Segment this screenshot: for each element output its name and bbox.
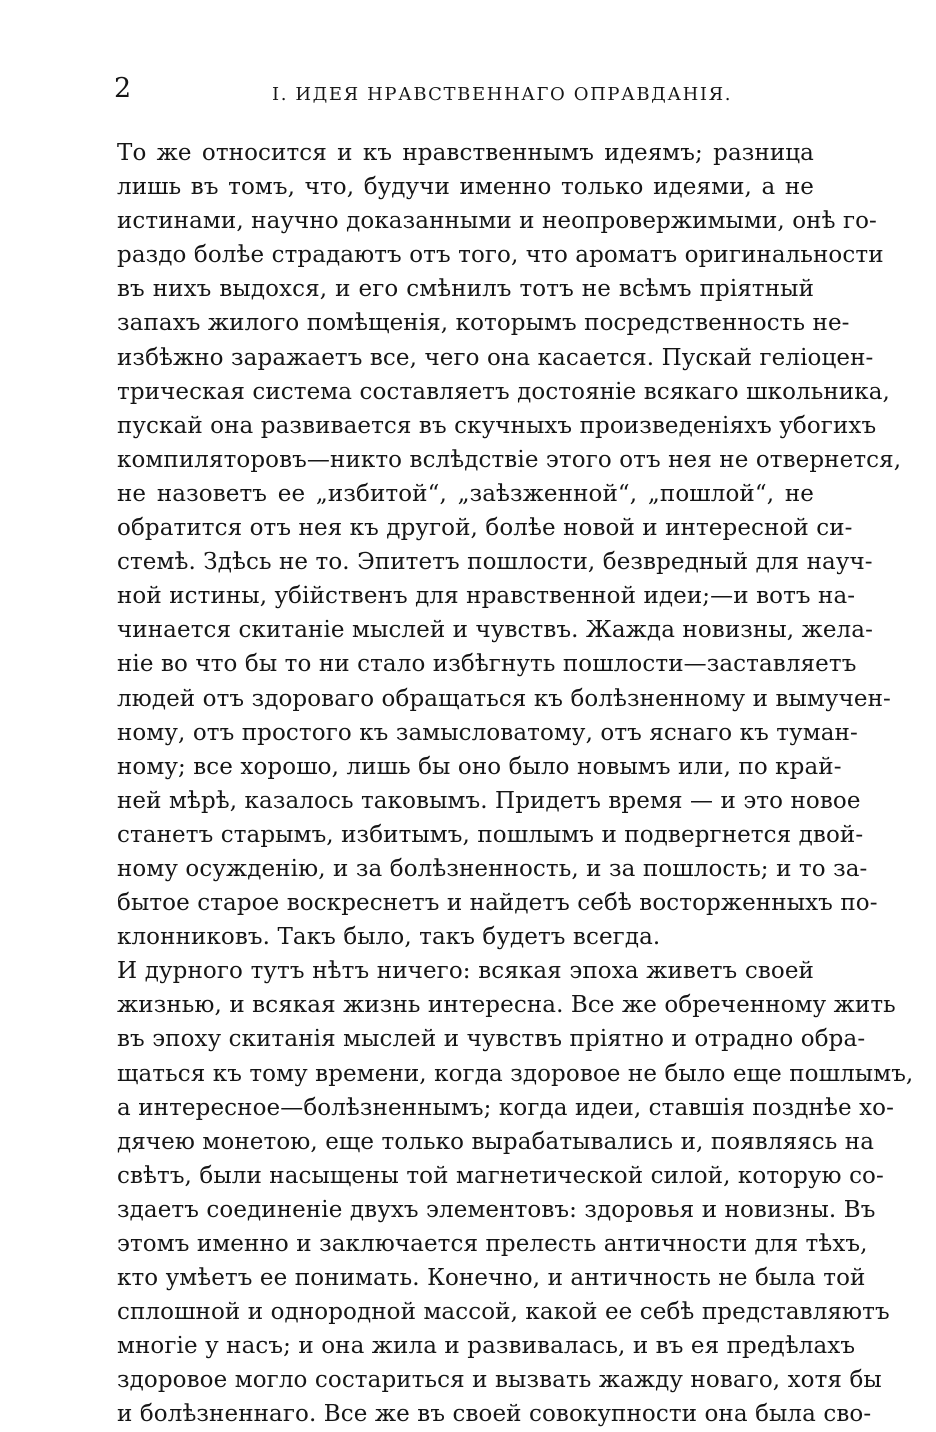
text-line: трическая система составляетъ достояніе всякаго школьника, <box>117 378 890 405</box>
text-line: лишь въ томъ, что, будучи именно только идеями, а не <box>117 174 814 201</box>
text-line: здоровое могло состариться и вызвать жажду новаго, хотя бы <box>117 1367 882 1394</box>
text-line: ной истины, убійственъ для нравственной идеи;—и вотъ на- <box>117 583 856 610</box>
text-line: дячею монетою, еще только вырабатывались и, появляясь на <box>117 1128 875 1155</box>
text-line: свѣтъ, были насыщены той магнетической силой, которую со- <box>117 1162 884 1189</box>
text-line: пускай она развивается въ скучныхъ произведеніяхъ убогихъ <box>117 412 877 439</box>
text-line: стемѣ. Здѣсь не то. Эпитетъ пошлости, безвредный для науч- <box>117 549 873 576</box>
paragraph-2 <box>117 954 914 1431</box>
text-line: жизнью, и всякая жизнь интересна. Все же обреченному жить <box>117 992 896 1019</box>
text-line: ному осужденію, и за болѣзненность, и за пошлость; и то за- <box>117 855 868 882</box>
text-line: ніе во что бы то ни стало избѣгнуть пошлости—заставляетъ <box>117 651 857 678</box>
text-line: людей отъ здороваго обращаться къ болѣзненному и вымучен- <box>117 685 891 712</box>
text-line: кто умѣетъ ее понимать. Конечно, и античность не была той <box>117 1265 866 1292</box>
text-line: бытое старое воскреснетъ и найдетъ себѣ восторженныхъ по- <box>117 890 878 917</box>
text-line: этомъ именно и заключается прелесть античности для тѣхъ, <box>117 1231 868 1257</box>
text-line: сплошной и однородной массой, какой ее себѣ представляютъ <box>117 1299 890 1326</box>
text-line: ному, отъ простого къ замысловатому, отъ яснаго къ туман- <box>117 719 858 746</box>
text-line: ному; все хорошо, лишь бы оно было новымъ или, по край- <box>117 753 842 780</box>
text-line: раздо болѣе страдаютъ отъ того, что ароматъ оригинальности <box>117 242 884 269</box>
text-line: То же относится и къ нравственнымъ идеямъ; разница <box>117 140 814 166</box>
page-number: 2 <box>114 73 132 104</box>
text-line: станетъ старымъ, избитымъ, пошлымъ и подвергнется двой- <box>117 821 864 848</box>
text-line: запахъ жилого помѣщенія, которымъ посредственность не- <box>117 310 850 337</box>
paragraph-1 <box>117 136 902 954</box>
text-line: а интересное—болѣзненнымъ; когда идеи, ставшія позднѣе хо- <box>117 1094 894 1121</box>
text-line: клонниковъ. Такъ было, такъ будетъ всегда. <box>117 924 661 951</box>
text-line: И дурного тутъ нѣтъ ничего: всякая эпоха живетъ своей <box>117 958 814 985</box>
text-line: въ нихъ выдохся, и его смѣнилъ тотъ не всѣмъ пріятный <box>117 276 814 303</box>
text-line: щаться къ тому времени, когда здоровое не было еще пошлымъ, <box>117 1060 914 1087</box>
text-line: ней мѣрѣ, казалось таковымъ. Придетъ время — и это новое <box>117 787 861 814</box>
text-line: обратится отъ нея къ другой, болѣе новой и интересной си- <box>117 515 853 542</box>
text-line: и болѣзненнаго. Все же въ своей совокупности она была сво- <box>117 1401 872 1428</box>
text-line: многіе у насъ; и она жила и развивалась, и въ ея предѣлахъ <box>117 1333 856 1360</box>
body-text <box>117 136 914 1432</box>
text-line: не назоветъ ее „избитой“, „заѣзженной“, „пошлой“, не <box>117 480 814 507</box>
text-line: компиляторовъ—никто вслѣдствіе этого отъ нея не отвернется, <box>117 446 902 473</box>
text-line: избѣжно заражаетъ все, чего она касается. Пускай геліоцен- <box>117 344 874 371</box>
running-title: I. ИДЕЯ НРАВСТВЕННАГО ОПРАВДАНІЯ. <box>272 84 733 105</box>
text-line: чинается скитаніе мыслей и чувствъ. Жажда новизны, жела- <box>117 617 873 644</box>
text-line: истинами, научно доказанными и неопровержимыми, онѣ го- <box>117 208 877 235</box>
text-line: здаетъ соединеніе двухъ элементовъ: здоровья и новизны. Въ <box>117 1196 876 1223</box>
text-line: въ эпоху скитанія мыслей и чувствъ пріятно и отрадно обра- <box>117 1026 866 1053</box>
